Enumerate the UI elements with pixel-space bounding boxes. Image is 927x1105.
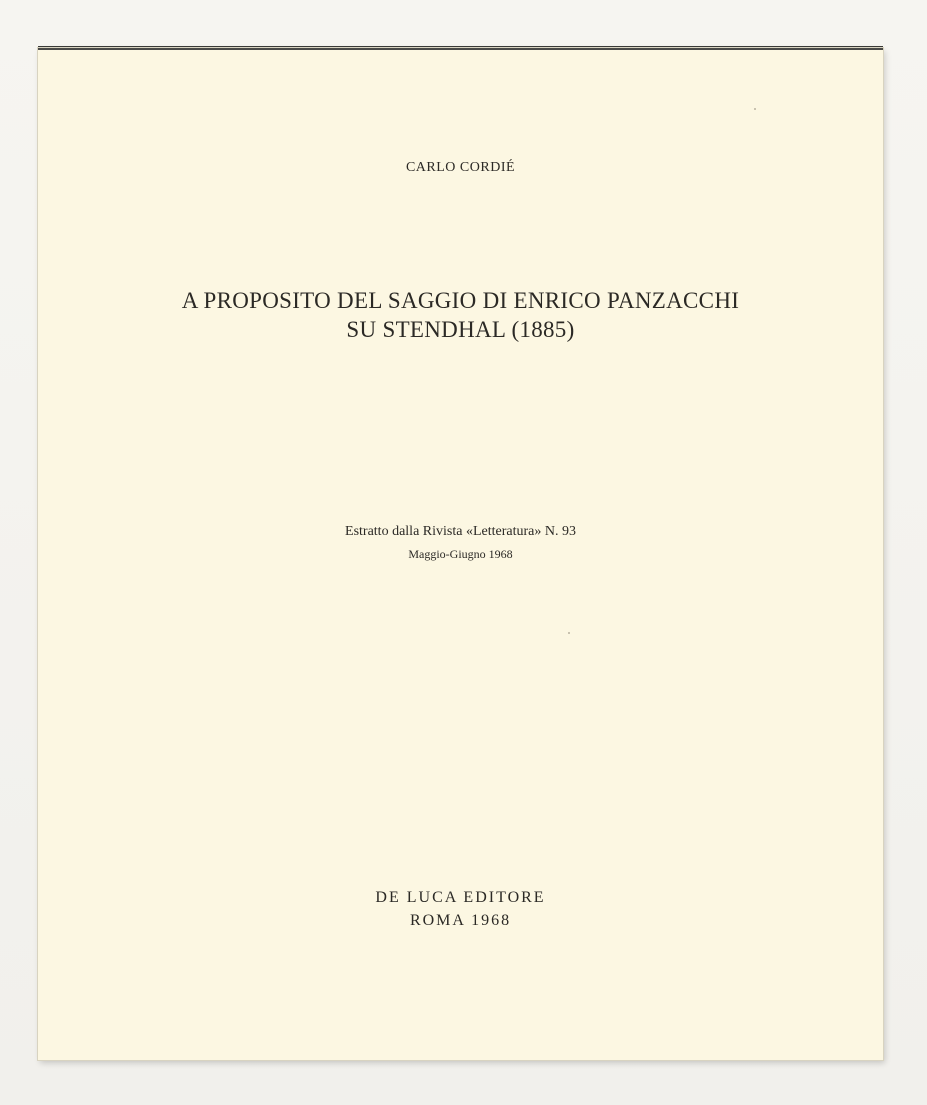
publisher-name: DE LUCA EDITORE <box>375 889 546 906</box>
extract-date: Maggio-Giugno 1968 <box>408 547 513 561</box>
author-name: CARLO CORDIÉ <box>405 160 516 175</box>
title-line-1: A PROPOSITO DEL SAGGIO DI ENRICO PANZACCHI <box>181 288 740 313</box>
booklet-title <box>38 286 883 344</box>
extract-note <box>38 523 883 563</box>
extract-source: Estratto dalla Rivista «Letteratura» N. 93 <box>345 524 576 539</box>
publisher-block <box>38 886 883 932</box>
publisher-place-year: ROMA 1968 <box>409 912 512 929</box>
booklet-cover <box>38 48 883 1060</box>
paper-speck <box>568 632 570 634</box>
paper-speck <box>754 108 756 110</box>
title-line-2: SU STENDHAL (1885) <box>346 317 575 342</box>
